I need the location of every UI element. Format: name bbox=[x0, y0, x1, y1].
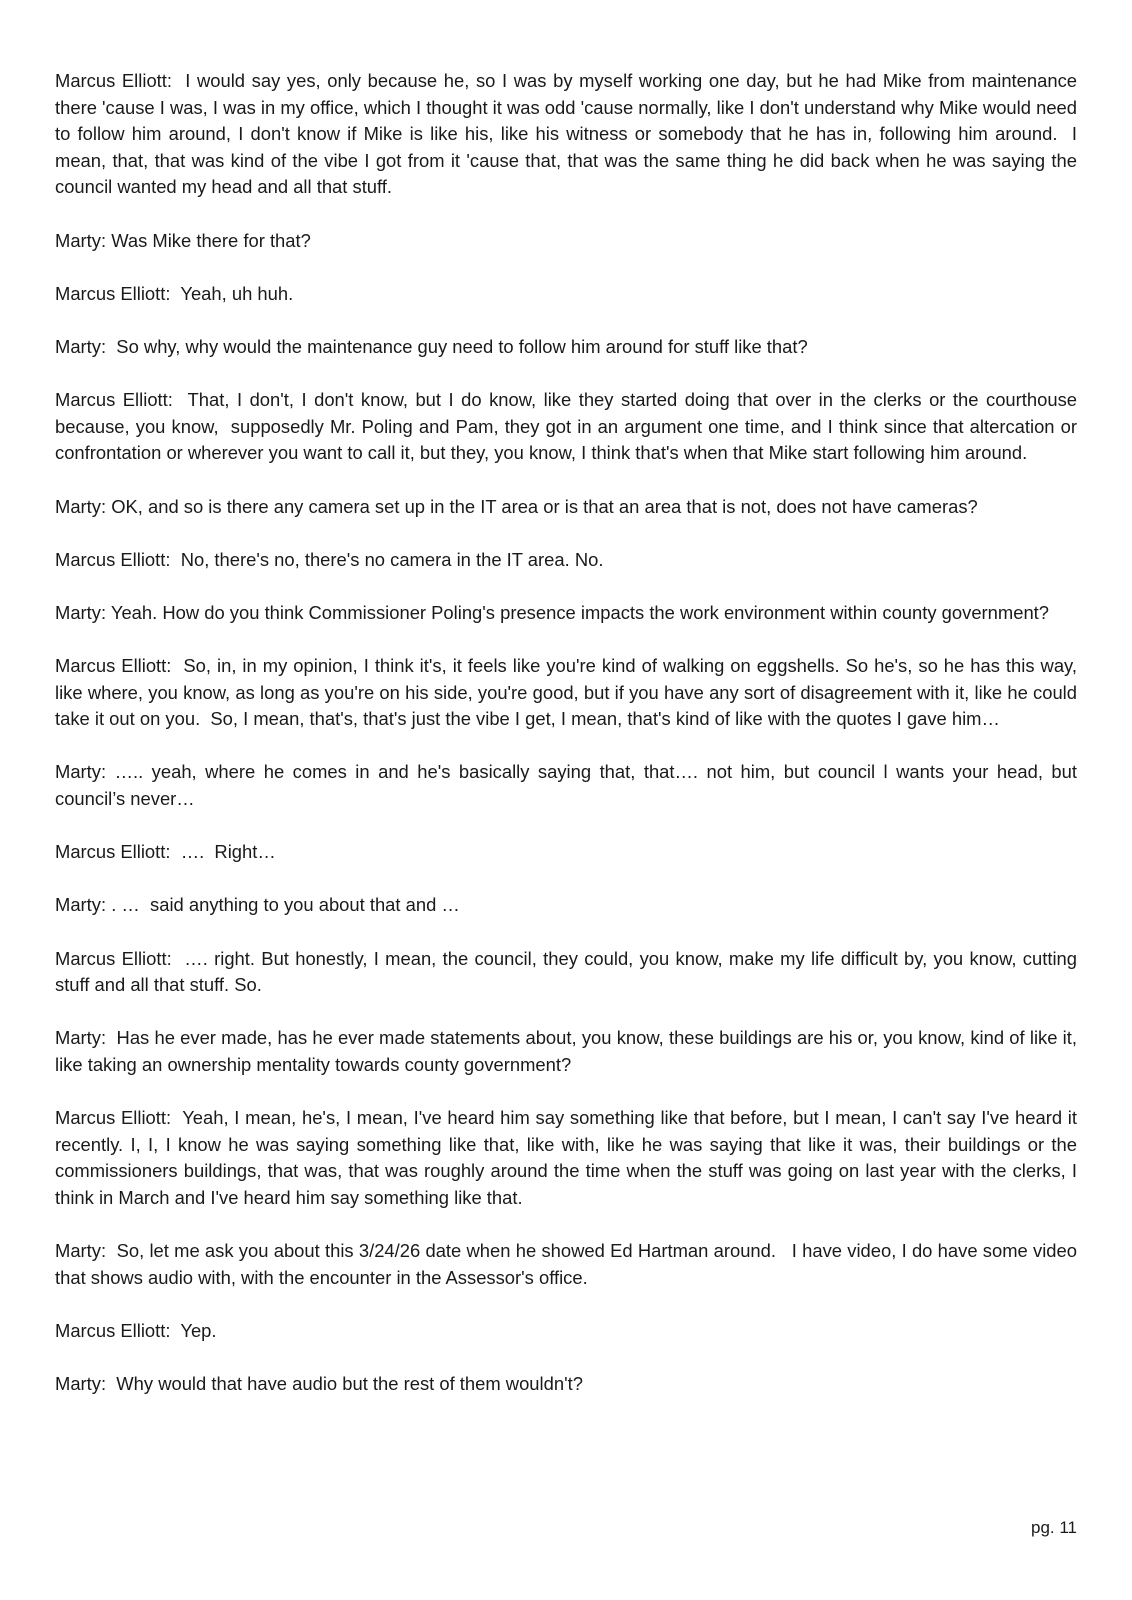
transcript-paragraph: Marcus Elliott: I would say yes, only because he, so I was by myself working one day, but he had Mike from maintenance there 'cause I was, I was in my office, which I thought it was odd 'cause normally, like I don't understand why Mike would need to follow him around, I don't know if Mike is like his, like his witness or somebody that he has in, following him around. I mean, that, that was kind of the vibe I got from it 'cause that, that was the same thing he did back when he was saying the council wanted my head and all that stuff. bbox=[55, 70, 1083, 198]
transcript-paragraph: Marty: ….. yeah, where he comes in and he's basically saying that, that…. not him, but council l wants your head, but council’s never… bbox=[55, 761, 1083, 810]
transcript-paragraph: Marcus Elliott: Yeah, uh huh. bbox=[55, 282, 294, 304]
transcript-paragraph: Marty: So why, why would the maintenance guy need to follow him around for stuff like that? bbox=[55, 335, 808, 357]
transcript-paragraph: Marty: Why would that have audio but the rest of them wouldn't? bbox=[55, 1373, 583, 1395]
transcript-paragraph: Marcus Elliott: That, I don't, I don't know, but I do know, like they started doing that over in the clerks or the courthouse because, you know, supposedly Mr. Poling and Pam, they got in an argument one time, and I think since that altercation or confrontation or wherever you want to call it, but they, you know, I think that's when that Mike start following him around. bbox=[55, 389, 1083, 464]
transcript-paragraph: Marcus Elliott: No, there's no, there's no camera in the IT area. No. bbox=[55, 548, 604, 570]
transcript-paragraph: Marcus Elliott: Yep. bbox=[55, 1319, 217, 1341]
transcript-page bbox=[55, 68, 1083, 1548]
transcript-paragraph: Marty: Has he ever made, has he ever made statements about, you know, these buildings are his or, you know, kind of like it, like taking an ownership mentality towards county government? bbox=[55, 1027, 1083, 1075]
transcript-paragraph: Marcus Elliott: …. right. But honestly, I mean, the council, they could, you know, make my life difficult by, you know, cutting stuff and all that stuff. So. bbox=[55, 947, 1083, 996]
page-number: pg. 11 bbox=[1030, 1518, 1077, 1537]
transcript-paragraph: Marty: . … said anything to you about that and … bbox=[55, 894, 460, 916]
transcript-paragraph: Marcus Elliott: So, in, in my opinion, I think it's, it feels like you're kind of walking on eggshells. So he's, so he has this way, like where, you know, as long as you're on his side, you're good, but if you have any sort of disagreement with it, like he could take it out on you. So, I mean, that's, that's just the vibe I get, I mean, that's kind of like with the quotes I gave him… bbox=[55, 655, 1083, 730]
transcript-paragraph: Marty: Was Mike there for that? bbox=[55, 229, 311, 251]
transcript-paragraph: Marty: OK, and so is there any camera set up in the IT area or is that an area that is not, does not have cameras? bbox=[55, 495, 978, 517]
transcript-paragraph: Marty: Yeah. How do you think Commissioner Poling's presence impacts the work environment within county government? bbox=[55, 601, 1050, 623]
transcript-paragraph: Marty: So, let me ask you about this 3/24/26 date when he showed Ed Hartman around. I have video, I do have some video that shows audio with, with the encounter in the Assessor's office. bbox=[55, 1240, 1083, 1288]
transcript-paragraph: Marcus Elliott: …. Right… bbox=[55, 841, 276, 863]
transcript-paragraph: Marcus Elliott: Yeah, I mean, he's, I mean, I've heard him say something like that before, but I mean, I can't say I've heard it recently. I, I, I know he was saying something like that, like with, like he was saying that like it was, their buildings or the commissioners buildings, that was, that was roughly around the time when the stuff was going on last year with the clerks, I think in March and I've heard him say something like that. bbox=[55, 1107, 1083, 1208]
